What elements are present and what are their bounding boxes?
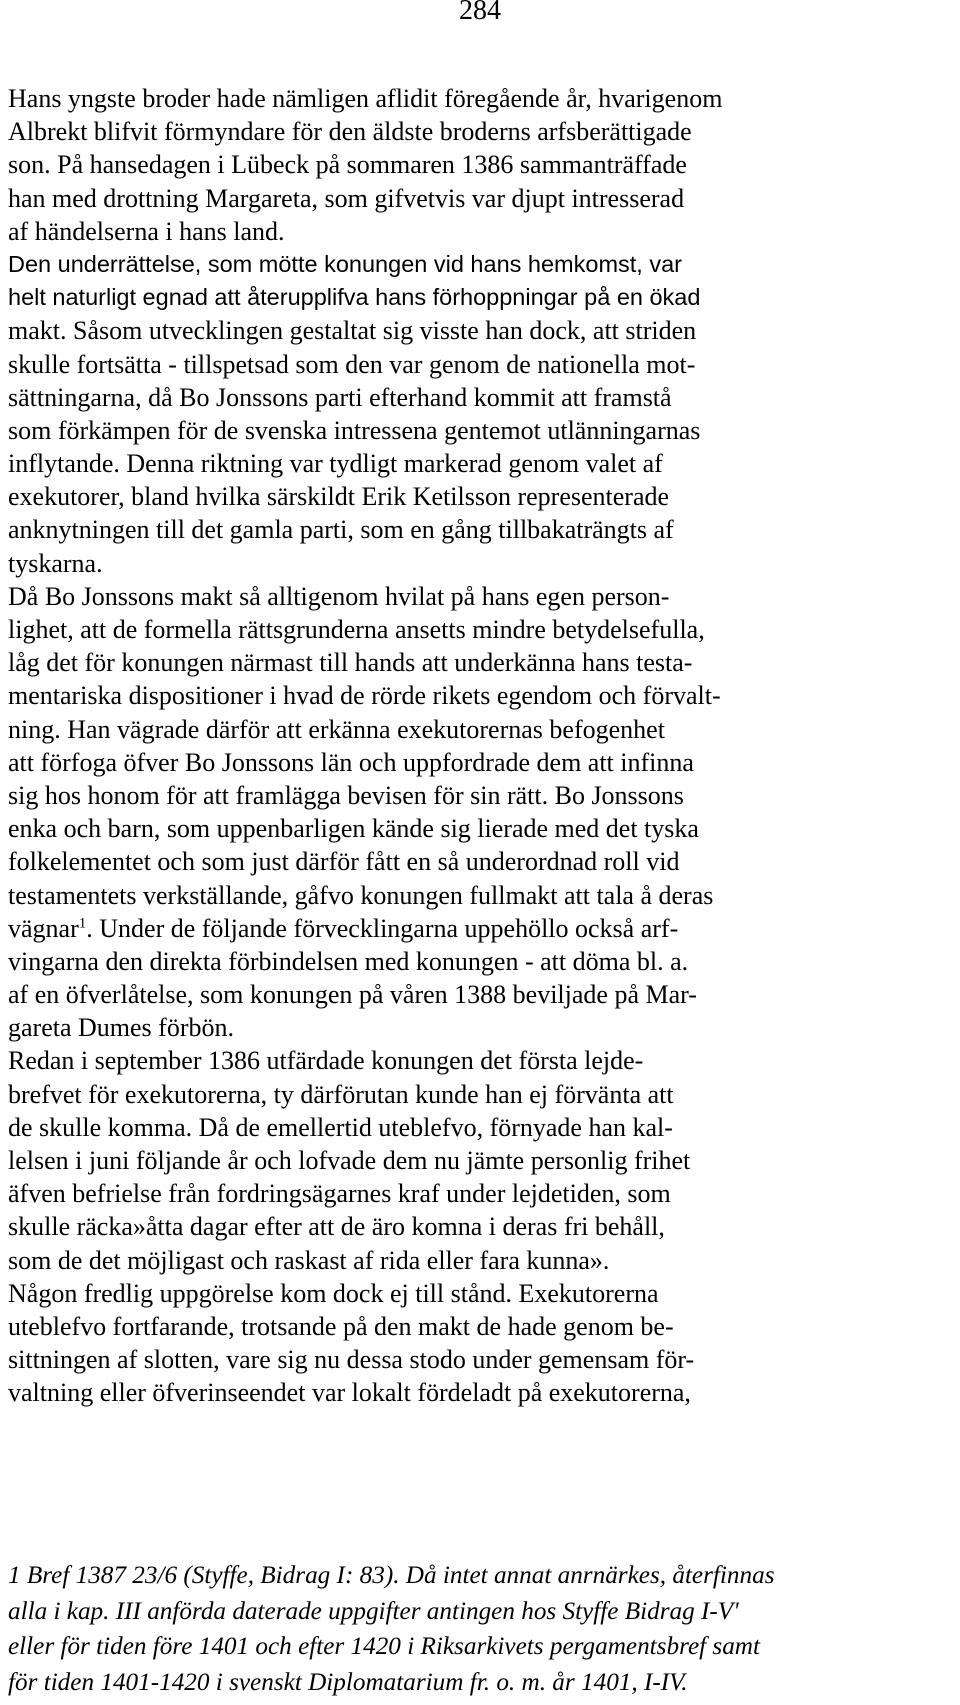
text-line: gareta Dumes förbön. bbox=[8, 1013, 234, 1043]
text-line: Någon fredlig uppgörelse kom dock ej till stånd. Exekutorerna bbox=[8, 1278, 659, 1308]
text-line: som de det möjligast och raskast af rida eller fara kunna». bbox=[8, 1245, 610, 1275]
text-line: brefvet för exekutorerna, ty därförutan kunde han ej förvänta att bbox=[8, 1079, 674, 1109]
text-line: helt naturligt egnad att återupplifva hans förhoppningar på en ökad bbox=[8, 284, 701, 311]
text-line: vingarna den direkta förbindelsen med konungen - att döma bl. a. bbox=[8, 946, 689, 976]
footnote-line: alla i kap. III anförda daterade uppgifter antingen hos Styffe Bidrag I-V' bbox=[8, 1597, 739, 1625]
text-line: af händelserna i hans land. bbox=[8, 216, 285, 246]
body-text bbox=[8, 82, 948, 1410]
text-line: sig hos honom för att framlägga bevisen för sin rätt. Bo Jonssons bbox=[8, 780, 684, 810]
text-line: Hans yngste broder hade nämligen aflidit föregående år, hvarigenom bbox=[8, 84, 723, 113]
text-fragment: vägnar bbox=[8, 913, 79, 943]
text-line: att förfoga öfver Bo Jonssons län och uppfordrade dem att infinna bbox=[8, 747, 694, 777]
text-line: de skulle komma. Då de emellertid uteblefvo, förnyade han kal- bbox=[8, 1112, 673, 1142]
text-line: äfven befrielse från fordringsägarnes kraf under lejdetiden, som bbox=[8, 1179, 671, 1209]
text-line-with-footnote-ref bbox=[8, 912, 948, 945]
text-line: Den underrättelse, som mötte konungen vid hans hemkomst, var bbox=[8, 250, 683, 277]
footnote-line: eller för tiden före 1401 och efter 1420 i Riksarkivets pergamentsbref samt bbox=[8, 1633, 760, 1660]
text-line: lighet, att de formella rättsgrunderna ansetts mindre betydelsefulla, bbox=[8, 615, 705, 644]
text-line: tyskarna. bbox=[8, 548, 103, 578]
text-line: makt. Såsom utvecklingen gestaltat sig visste han dock, att striden bbox=[8, 316, 697, 346]
text-line: ning. Han vägrade därför att erkänna exekutorernas befogenhet bbox=[8, 714, 665, 744]
text-line: son. På hansedagen i Lübeck på sommaren 1386 sammanträffade bbox=[8, 150, 687, 180]
text-line: mentariska dispositioner i hvad de rörde rikets egendom och förvalt- bbox=[8, 681, 721, 711]
text-line: af en öfverlåtelse, som konungen på våren 1388 beviljade på Mar- bbox=[8, 980, 697, 1010]
page-number: 284 bbox=[459, 0, 501, 26]
text-line: skulle räcka»åtta dagar efter att de äro komna i deras fri behåll, bbox=[8, 1212, 665, 1242]
footnote-ref: 1 bbox=[78, 915, 87, 932]
text-line: låg det för konungen närmast till hands att underkänna hans testa- bbox=[8, 648, 693, 678]
text-line: som förkämpen för de svenska intressena gentemot utlänningarnas bbox=[8, 415, 701, 445]
text-line: Redan i september 1386 utfärdade konungen det första lejde- bbox=[8, 1046, 644, 1076]
text-line: han med drottning Margareta, som gifvetvis var djupt intresserad bbox=[8, 183, 685, 213]
text-line: folkelementet och som just därför fått en så underordnad roll vid bbox=[8, 847, 680, 877]
text-line: valtning eller öfverinseendet var lokalt fördeladt på exekutorerna, bbox=[8, 1378, 691, 1408]
text-fragment: . Under de följande förvecklingarna uppehöllo också arf- bbox=[86, 913, 679, 943]
text-line: testamentets verkställande, gåfvo konungen fullmakt att tala å deras bbox=[8, 880, 714, 910]
text-line: lelsen i juni följande år och lofvade dem nu jämte personlig frihet bbox=[8, 1146, 691, 1175]
text-line: anknytningen till det gamla parti, som en gång tillbakaträngts af bbox=[8, 515, 674, 545]
text-line: exekutorer, bland hvilka särskildt Erik Ketilsson representerade bbox=[8, 482, 670, 512]
text-line: inflytande. Denna riktning var tydligt markerad genom valet af bbox=[8, 449, 663, 479]
text-line: Albrekt blifvit förmyndare för den äldste broderns arfsberättigade bbox=[8, 117, 692, 147]
text-line: skulle fortsätta - tillspetsad som den var genom de nationella mot- bbox=[8, 349, 696, 379]
text-line: uteblefvo fortfarande, trotsande på den makt de hade genom be- bbox=[8, 1311, 674, 1341]
footnote-line: för tiden 1401-1420 i svenskt Diplomatarium fr. o. m. år 1401, I-IV. bbox=[8, 1668, 688, 1696]
text-line: enka och barn, som uppenbarligen kände sig lierade med det tyska bbox=[8, 814, 699, 844]
text-line: Då Bo Jonssons makt så alltigenom hvilat på hans egen person- bbox=[8, 581, 670, 611]
footnote-line: 1 Bref 1387 23/6 (Styffe, Bidrag I: 83). Då intet annat anrnärkes, återfinnas bbox=[8, 1562, 775, 1589]
footnote bbox=[8, 1558, 958, 1700]
text-line: sättningarna, då Bo Jonssons parti efterhand kommit att framstå bbox=[8, 382, 672, 412]
text-line: sittningen af slotten, vare sig nu dessa stodo under gemensam för- bbox=[8, 1345, 695, 1375]
